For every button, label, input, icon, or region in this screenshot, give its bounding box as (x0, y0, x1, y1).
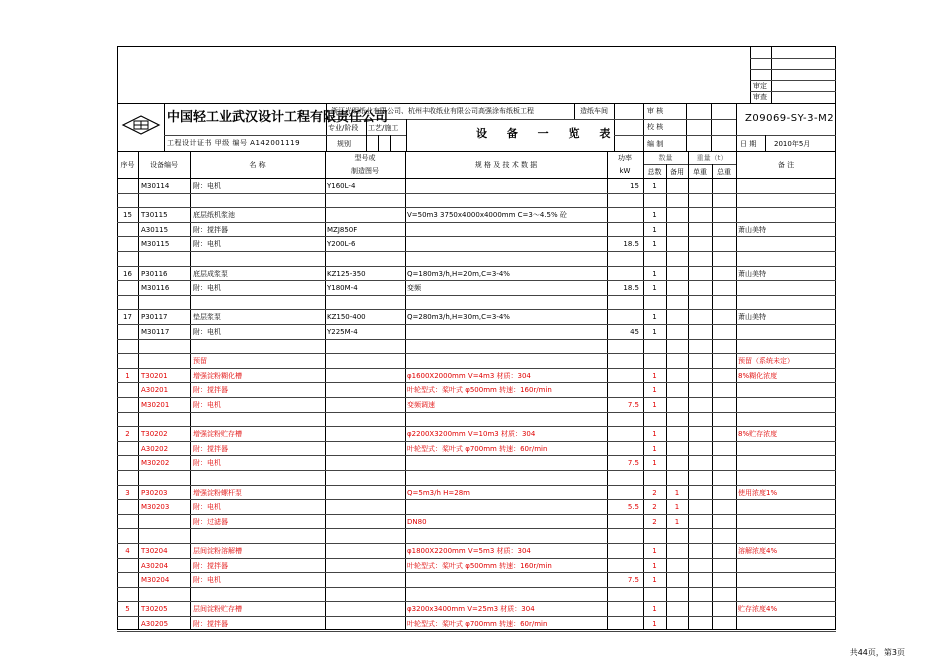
row-divider (117, 470, 836, 471)
cell-remark: 8%糊化浓度 (738, 372, 778, 380)
cell-spec: 叶轮型式：桨叶式 φ700mm 转速：60r/min (407, 445, 548, 453)
cell-code: M30203 (141, 503, 170, 511)
row-divider (117, 382, 836, 383)
cell-power: 5.5 (627, 503, 639, 511)
row-divider (117, 631, 836, 632)
cell-name: 附：搅拌器 (193, 226, 228, 234)
cell-total: 1 (652, 547, 657, 555)
col-unit-weight: 单重 (693, 168, 707, 176)
cell-seq: 4 (125, 547, 130, 555)
row-divider (117, 251, 836, 252)
cell-name: 增强淀粉糊化槽 (193, 372, 242, 380)
col-total-weight: 总重 (717, 168, 731, 176)
cell-model: Y225M-4 (327, 328, 358, 336)
cell-model: Y160L-4 (327, 182, 356, 190)
cell-remark: 8%贮存浓度 (738, 430, 778, 438)
row-divider (117, 572, 836, 573)
row-divider (117, 266, 836, 267)
cell-spec: 叶轮型式：桨叶式 φ500mm 转速：160r/min (407, 562, 552, 570)
cell-name: 增强淀粉螺杆泵 (193, 489, 242, 497)
cell-name: 附：搅拌器 (193, 620, 228, 628)
table-title: 设 备 一 览 表 (476, 127, 619, 140)
cell-name: 附：搅拌器 (193, 445, 228, 453)
company-name: 中国轻工业武汉设计工程有限责任公司 (167, 110, 389, 125)
audit-label-examine: 审查 (753, 93, 767, 101)
label-check: 校 核 (647, 123, 664, 131)
cell-remark: 贮存浓度4% (738, 605, 778, 613)
cell-spec: φ1600X2000mm V=4m3 材质：304 (407, 372, 531, 380)
cell-name: 垫层浆泵 (193, 313, 221, 321)
row-divider (117, 339, 836, 340)
col-power-2: kW (619, 167, 631, 175)
cell-code: P30116 (141, 270, 168, 278)
cell-name: 附：搅拌器 (193, 386, 228, 394)
cell-name: 底层成浆泵 (193, 270, 228, 278)
row-divider (117, 368, 836, 369)
col-spare: 备用 (670, 168, 684, 176)
cell-power: 18.5 (623, 240, 639, 248)
cell-seq: 1 (125, 372, 130, 380)
cell-spec: 叶轮型式：桨叶式 φ700mm 转速：60r/min (407, 620, 548, 628)
cell-seq: 17 (123, 313, 132, 321)
cell-spec: 变频 (407, 284, 421, 292)
row-divider (117, 499, 836, 500)
cell-name: 层间淀粉贮存槽 (193, 605, 242, 613)
cell-total: 1 (652, 576, 657, 584)
col-model-1: 型号或 (354, 154, 376, 162)
cell-spare: 1 (674, 503, 680, 511)
cell-power: 15 (630, 182, 639, 190)
cell-total: 2 (652, 518, 657, 526)
cell-total: 1 (652, 240, 657, 248)
cell-code: M30114 (141, 182, 170, 190)
cell-model: Y200L-6 (327, 240, 356, 248)
col-spec: 规 格 及 技 术 数 据 (474, 161, 538, 169)
cell-name: 附：搅拌器 (193, 562, 228, 570)
cell-code: M30117 (141, 328, 170, 336)
col-seq: 序号 (120, 161, 135, 169)
row-divider (117, 441, 836, 442)
row-divider (117, 528, 836, 529)
cell-name: 附：电机 (193, 503, 221, 511)
cell-code: T30115 (141, 211, 168, 219)
row-divider (117, 222, 836, 223)
audit-label-approve: 审定 (753, 82, 767, 90)
cell-code: M30115 (141, 240, 170, 248)
cell-total: 1 (652, 562, 657, 570)
document-number: Z09069-SY-3-M2 (745, 113, 835, 124)
cell-total: 1 (652, 430, 657, 438)
cell-name: 预留 (193, 357, 207, 365)
cell-remark: 萧山美特 (738, 313, 766, 321)
col-code: 设备编号 (150, 161, 178, 169)
cell-seq: 16 (123, 270, 132, 278)
cell-name: 附：电机 (193, 182, 221, 190)
cell-model: Y180M-4 (327, 284, 358, 292)
cell-code: P30203 (141, 489, 168, 497)
row-divider (117, 485, 836, 486)
cell-power: 7.5 (627, 401, 639, 409)
cell-code: T30205 (141, 605, 168, 613)
cell-total: 1 (652, 270, 657, 278)
cell-spec: 变频调速 (407, 401, 435, 409)
cell-code: A30204 (141, 562, 169, 570)
row-divider (117, 455, 836, 456)
cell-power: 7.5 (627, 576, 639, 584)
cell-seq: 3 (125, 489, 130, 497)
cell-code: T30201 (141, 372, 168, 380)
cell-name: 附：电机 (193, 240, 221, 248)
cell-model: KZ125-350 (327, 270, 366, 278)
row-divider (117, 587, 836, 588)
label-date: 日 期 (740, 140, 757, 148)
cell-name: 附：电机 (193, 459, 221, 467)
cell-name: 附：电机 (193, 284, 221, 292)
cell-code: P30117 (141, 313, 168, 321)
cell-code: M30116 (141, 284, 170, 292)
row-divider (117, 558, 836, 559)
row-divider (117, 412, 836, 413)
row-divider (117, 280, 836, 281)
cell-code: A30202 (141, 445, 169, 453)
row-divider (117, 207, 836, 208)
row-divider (117, 309, 836, 310)
cell-name: 底层纸机浆池 (193, 211, 235, 219)
cell-name: 附：过滤器 (193, 518, 228, 526)
cell-spare: 1 (674, 489, 680, 497)
row-divider (117, 193, 836, 194)
cell-model: KZ150-400 (327, 313, 366, 321)
cell-name: 附：电机 (193, 576, 221, 584)
label-scale: 规别 (337, 140, 351, 148)
audit-box-line (771, 46, 772, 103)
cell-code: M30201 (141, 401, 170, 409)
col-weight: 重量（t） (696, 154, 728, 162)
page-footer: 共44页，第3页 (849, 648, 905, 657)
cell-model: MZJ850F (327, 226, 358, 234)
cell-total: 1 (652, 605, 657, 613)
cell-total: 1 (652, 182, 657, 190)
col-quantity: 数量 (658, 154, 673, 162)
col-name: 名 称 (249, 161, 266, 169)
cell-name: 层间淀粉溶解槽 (193, 547, 242, 555)
cell-total: 1 (652, 445, 657, 453)
cell-remark: 溶解浓度4% (738, 547, 778, 555)
cell-spec: Q=5m3/h H=28m (407, 489, 470, 497)
cell-total: 1 (652, 226, 657, 234)
cell-spec: DN80 (407, 518, 427, 526)
cell-remark: 使用浓度1% (738, 489, 778, 497)
cell-seq: 2 (125, 430, 130, 438)
cell-total: 2 (652, 489, 657, 497)
label-process: 工艺/施工 (368, 124, 399, 132)
cell-seq: 5 (125, 605, 130, 613)
company-logo (121, 114, 161, 136)
row-divider (117, 601, 836, 602)
cell-spec: 叶轮型式：桨叶式 φ500mm 转速：160r/min (407, 386, 552, 394)
row-divider (117, 397, 836, 398)
row-divider (117, 353, 836, 354)
row-divider (117, 426, 836, 427)
cell-name: 增强淀粉贮存槽 (193, 430, 242, 438)
project-name: 浙江光明纸业有限公司、杭州丰收纸业有限公司高强涂布纸板工程 (331, 107, 534, 115)
row-divider (117, 616, 836, 617)
audit-box-line (750, 46, 751, 103)
cell-code: A30115 (141, 226, 169, 234)
cell-name: 附：电机 (193, 328, 221, 336)
cell-total: 1 (652, 284, 657, 292)
cell-spec: Q=280m3/h,H=30m,C=3-4% (407, 313, 510, 321)
row-divider (117, 543, 836, 544)
cell-total: 1 (652, 372, 657, 380)
workshop-name: 造纸车间 (580, 107, 608, 115)
col-model-2: 制造图号 (351, 167, 379, 175)
label-compile: 编 制 (647, 140, 664, 148)
cell-total: 1 (652, 459, 657, 467)
cell-code: A30205 (141, 620, 169, 628)
cell-remark: 萧山美特 (738, 270, 766, 278)
cell-spec: V=50m3 3750x4000x4000mm C=3～4.5% 砼 (407, 211, 567, 219)
cell-spare: 1 (674, 518, 680, 526)
row-divider (117, 324, 836, 325)
cell-power: 18.5 (623, 284, 639, 292)
cell-spec: φ3200x3400mm V=25m3 材质：304 (407, 605, 535, 613)
cell-code: M30204 (141, 576, 170, 584)
col-total: 总数 (647, 168, 662, 176)
cell-spec: φ2200X3200mm V=10m3 材质：304 (407, 430, 536, 438)
col-power-1: 功率 (618, 154, 632, 162)
cell-spec: φ1800X2200mm V=5m3 材质：304 (407, 547, 531, 555)
cell-code: A30201 (141, 386, 169, 394)
cell-code: M30202 (141, 459, 170, 467)
col-remark: 备 注 (777, 161, 795, 169)
cell-spec: Q=180m3/h,H=20m,C=3-4% (407, 270, 510, 278)
cell-total: 1 (652, 313, 657, 321)
cell-total: 1 (652, 211, 657, 219)
cell-power: 7.5 (627, 459, 639, 467)
cell-remark: 萧山美特 (738, 226, 766, 234)
row-divider (117, 295, 836, 296)
cell-total: 1 (652, 328, 657, 336)
cell-total: 1 (652, 620, 657, 628)
cell-code: T30202 (141, 430, 168, 438)
date-value: 2010年5月 (774, 140, 811, 148)
cell-total: 1 (652, 401, 657, 409)
row-divider (117, 236, 836, 237)
row-divider (117, 514, 836, 515)
cell-total: 2 (652, 503, 657, 511)
cell-remark: 预留（系统未定） (738, 357, 794, 365)
certificate-text: 工程设计证书 甲级 编号 A142001119 (167, 139, 301, 147)
label-major: 专业/阶段 (328, 124, 359, 132)
cell-name: 附：电机 (193, 401, 221, 409)
label-review: 审 核 (647, 107, 664, 115)
cell-total: 1 (652, 386, 657, 394)
cell-seq: 15 (123, 211, 132, 219)
cell-code: T30204 (141, 547, 168, 555)
cell-power: 45 (630, 328, 639, 336)
